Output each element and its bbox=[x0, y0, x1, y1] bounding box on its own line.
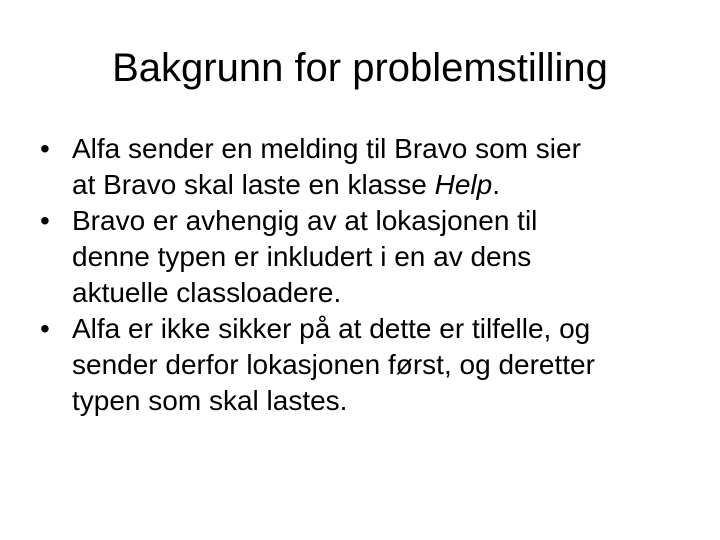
bullet-item bbox=[40, 131, 700, 203]
slide-title: Bakgrunn for problemstilling bbox=[112, 46, 608, 90]
bullet-text-line: Alfa sender en melding til Bravo som sier bbox=[72, 133, 581, 164]
bullet-text-line: Bravo er avhengig av at lokasjonen til bbox=[72, 205, 538, 236]
bullet-text-line: aktuelle classloadere. bbox=[72, 277, 342, 308]
emphasized-class-name: Help bbox=[434, 169, 493, 200]
bullet-item bbox=[40, 203, 700, 311]
bullet-text-segment: . bbox=[492, 169, 500, 200]
bullet-text-line: denne typen er inkludert i en av dens bbox=[72, 241, 532, 272]
bullet-point-icon: • bbox=[40, 205, 50, 236]
bullet-text-segment: at Bravo skal laste en klasse bbox=[72, 169, 435, 200]
bullet-text-line bbox=[72, 167, 700, 203]
bullet-item bbox=[40, 311, 700, 419]
bullet-text-line: Alfa er ikke sikker på at dette er tilfelle, og bbox=[72, 313, 591, 344]
bullet-text-line: sender derfor lokasjonen først, og deretter bbox=[72, 349, 595, 380]
bullet-text-line: typen som skal lastes. bbox=[72, 385, 348, 416]
bullet-point-icon: • bbox=[40, 313, 50, 344]
bullet-list bbox=[40, 131, 700, 419]
bullet-point-icon: • bbox=[40, 133, 50, 164]
